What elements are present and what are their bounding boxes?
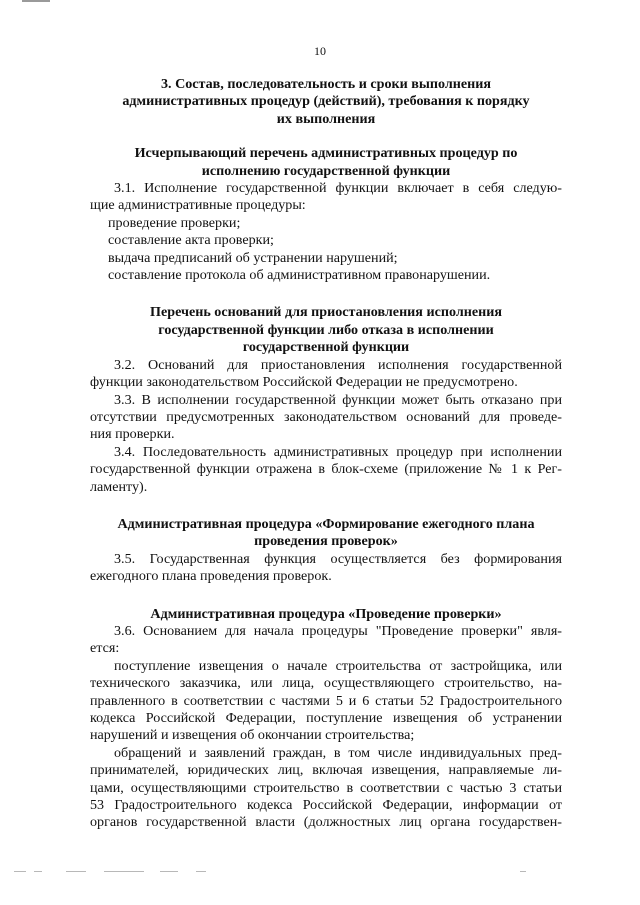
paragraph-3-2 [90, 357, 562, 392]
paragraph-line: 3.6. Основанием для начала процедуры "Проведение проверки" явля- [114, 622, 562, 639]
paragraph-line: кодекса Российской Федерации, поступление извещения об устранении [90, 710, 562, 726]
heading-line: проведения проверок» [254, 533, 398, 550]
paragraph-3-4 [90, 444, 562, 496]
paragraph-3-1 [90, 180, 562, 215]
list-item: выдача предписаний об устранении нарушений; [108, 249, 398, 266]
paragraph-line: 3.4. Последовательность административных процедур при исполнении [114, 443, 562, 460]
scan-artifact-top [22, 0, 50, 2]
paragraph-line: 3.1. Исполнение государственной функции включает в себя следую- [114, 180, 562, 197]
paragraph-line: обращений и заявлений граждан, в том числе индивидуальных пред- [114, 744, 562, 761]
heading-line: 3. Состав, последовательность и сроки выполнения [160, 76, 492, 92]
paragraph-line: технического заказчика, или лица, осуществляющего строительство, на- [90, 675, 562, 692]
paragraph-line: принимателей, юридических лиц, включая извещения, направляемые ли- [90, 762, 562, 779]
paragraph-line: 3.5. Государственная функция осуществляется без формирования [114, 550, 562, 567]
page-number: 10 [314, 44, 326, 58]
paragraph-line: правленного в соответствии с частями 5 и 6 статьи 52 Градостроительного [90, 692, 562, 709]
heading-line: Перечень оснований для приостановления исполнения [150, 304, 502, 321]
scan-artifact-bottom [0, 871, 640, 875]
list-item: составление акта проверки; [108, 232, 274, 249]
subheading-annual-plan [90, 516, 562, 551]
heading-line: исполнению государственной функции [201, 162, 451, 179]
paragraph-line: государственной функции отражена в блок-схеме (приложение № 1 к Рег- [90, 461, 562, 478]
paragraph-basis-appeals [90, 745, 562, 832]
procedures-list [90, 215, 562, 285]
heading-line: государственной функции либо отказа в исполнении [158, 321, 494, 338]
subheading-procedures-list [90, 145, 562, 180]
heading-line: Административная процедура «Формирование ежегодного плана [117, 515, 535, 532]
paragraph-line: ния проверки. [90, 426, 175, 443]
subheading-suspension-grounds [90, 304, 562, 356]
heading-line: Исчерпывающий перечень административных процедур по [134, 145, 518, 162]
paragraph-line: ламенту). [90, 478, 148, 495]
paragraph-line: поступление извещения о начале строительства от застройщика, или [114, 657, 562, 674]
list-item: проведение проверки; [108, 214, 241, 231]
paragraph-3-5 [90, 551, 562, 586]
subheading-inspection [90, 606, 562, 623]
paragraph-line: цами, осуществляющими строительство в соответствии с частью 3 статьи [90, 779, 562, 796]
heading-line: административных процедур (действий), требования к порядку [122, 93, 530, 110]
paragraph-3-3 [90, 392, 562, 444]
paragraph-line: ежегодного плана проведения проверок. [90, 568, 332, 585]
list-item: составление протокола об административном правонарушении. [108, 267, 491, 284]
paragraph-3-6 [90, 623, 562, 658]
heading-line: их выполнения [276, 110, 376, 127]
heading-line: Административная процедура «Проведение проверки» [150, 605, 502, 622]
paragraph-line: органов государственной власти (должностных лиц органа государствен- [90, 814, 562, 831]
paragraph-line: щие административные процедуры: [90, 197, 306, 214]
paragraph-line: отсутствии предусмотренных законодательством оснований для проведе- [90, 408, 562, 425]
paragraph-line: ется: [90, 640, 120, 657]
paragraph-line: нарушений и извещения об окончании строительства; [90, 727, 415, 744]
paragraph-line: 3.3. В исполнении государственной функции может быть отказано при [114, 391, 562, 408]
paragraph-line: 3.2. Оснований для приостановления исполнения государственной [114, 356, 562, 373]
paragraph-line: функции законодательством Российской Федерации не предусмотрено. [90, 374, 518, 391]
paragraph-basis-notice [90, 658, 562, 745]
heading-line: государственной функции [242, 339, 410, 356]
paragraph-line: 53 Градостроительного кодекса Российской Федерации, информации от [90, 797, 562, 814]
section-heading [90, 76, 562, 128]
document-body [90, 76, 562, 832]
